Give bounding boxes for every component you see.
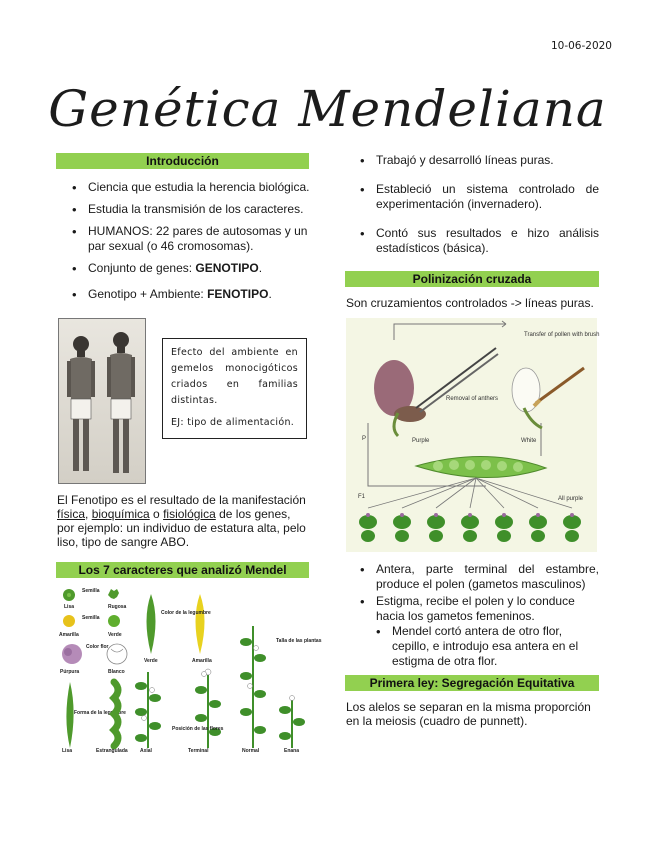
label-white: White [521, 438, 537, 444]
polinizacion-sublist [374, 624, 599, 669]
callout-text: Efecto del ambiente en gemelos monocigóticos criados en familias distintas. [171, 347, 298, 406]
polinizacion-intro: Son cruzamientos controlados -> líneas puras. [346, 296, 594, 310]
section-heading-7-caracteres: Los 7 caracteres que analizó Mendel [56, 562, 309, 578]
twins-photo [58, 318, 146, 484]
label-amarilla-legumbre: Amarilla [192, 658, 212, 664]
label-p: P [362, 436, 367, 442]
label-normal: Normal [242, 748, 260, 754]
list-item: • Antera, parte terminal del estambre, produce el polen (gametos masculinos) [358, 562, 599, 592]
item-text: Genotipo + Ambiente: [88, 287, 208, 301]
list-item: • Estudia la transmisión de los caracteres. [70, 202, 310, 217]
label-enana: Enana [284, 748, 300, 754]
section-heading-introduccion: Introducción [56, 153, 309, 169]
section-heading-primera-ley: Primera ley: Segregación Equitativa [345, 675, 599, 691]
label-transfer-pollen: Transfer of pollen with brush [524, 332, 600, 338]
list-item [70, 261, 310, 276]
label-verde: Verde [108, 632, 122, 638]
label-estrangulada: Estrangulada [96, 748, 128, 754]
label-purple: Purple [412, 438, 430, 444]
label-talla-plantas: Talla de las plantas [276, 638, 322, 644]
environment-effect-callout [162, 338, 307, 439]
list-item: • Ciencia que estudia la herencia biológica. [70, 180, 310, 195]
label-purpura: Púrpura [60, 669, 80, 675]
mendel-traits-figure [56, 586, 322, 758]
label-terminal: Terminal [188, 748, 209, 754]
label-rugosa: Rugosa [108, 604, 127, 610]
label-forma-legumbre: Forma de la legumbre [74, 710, 126, 716]
underlined-word: física [57, 507, 86, 521]
primera-ley-text: Los alelos se separan en la misma proporción en la meiosis (cuadro de punnett). [346, 700, 591, 728]
item-text: . [258, 261, 263, 275]
label-removal-anthers: Removal of anthers [446, 396, 499, 402]
intro-list [70, 180, 310, 302]
label-lisa-legumbre: Lisa [62, 748, 73, 754]
label-semilla-color: Semilla [82, 615, 100, 621]
date: 10-06-2020 [550, 40, 612, 52]
list-item [70, 287, 310, 302]
text: El Fenotipo es el resultado de la manifestación [57, 493, 306, 507]
text: de los genes, por ejemplo: un individuo de estatura alta, pelo liso, tipo de sangre ABO. [57, 507, 306, 549]
mendel-work-list [358, 153, 599, 256]
page-title: Genética Mendeliana [48, 80, 607, 138]
label-color-legumbre: Color de la legumbre [161, 610, 211, 616]
text: o [149, 507, 164, 521]
bold-term-genotipo: GENOTIPO [195, 261, 259, 275]
list-item: • Contó sus resultados e hizo análisis estadísticos (básica). [358, 226, 599, 256]
label-amarilla: Amarilla [59, 632, 79, 638]
callout-example: EJ: tipo de alimentación. [171, 417, 295, 428]
label-f1: F1 [358, 494, 366, 500]
fenotipo-paragraph [57, 493, 311, 549]
underlined-word: bioquímica [91, 507, 150, 521]
cross-pollination-diagram [346, 318, 600, 552]
section-heading-polinizacion: Polinización cruzada [345, 271, 599, 287]
label-lisa: Lisa [64, 604, 75, 610]
item-text: . [268, 287, 272, 301]
polinizacion-list [358, 562, 599, 624]
list-item: • Estigma, recibe el polen y lo conduce hacia los gametos femeninos. [358, 594, 599, 624]
label-verde-legumbre: Verde [144, 658, 158, 664]
label-all-purple: All purple [558, 496, 584, 502]
item-text: Conjunto de genes: [88, 261, 196, 275]
list-item: • HUMANOS: 22 pares de autosomas y un par sexual (o 46 cromosomas). [70, 224, 310, 254]
label-axial: Axial [140, 748, 152, 754]
label-semilla: Semilla [82, 588, 100, 594]
bold-term-fenotipo: FENOTIPO [207, 287, 269, 301]
text: , [85, 507, 92, 521]
list-item: • Trabajó y desarrolló líneas puras. [358, 153, 599, 168]
list-item: • Mendel cortó antera de otro flor, cepillo, e introdujo esa antera en el estigma de otra flor. [374, 624, 599, 669]
label-blanco: Blanco [108, 669, 125, 675]
underlined-word: fisiológica [163, 507, 216, 521]
label-posicion-flores: Posición de las flores [172, 726, 224, 732]
list-item: • Estableció un sistema controlado de experimentación (invernadero). [358, 182, 599, 212]
label-color-flor: Color flor [86, 644, 109, 650]
